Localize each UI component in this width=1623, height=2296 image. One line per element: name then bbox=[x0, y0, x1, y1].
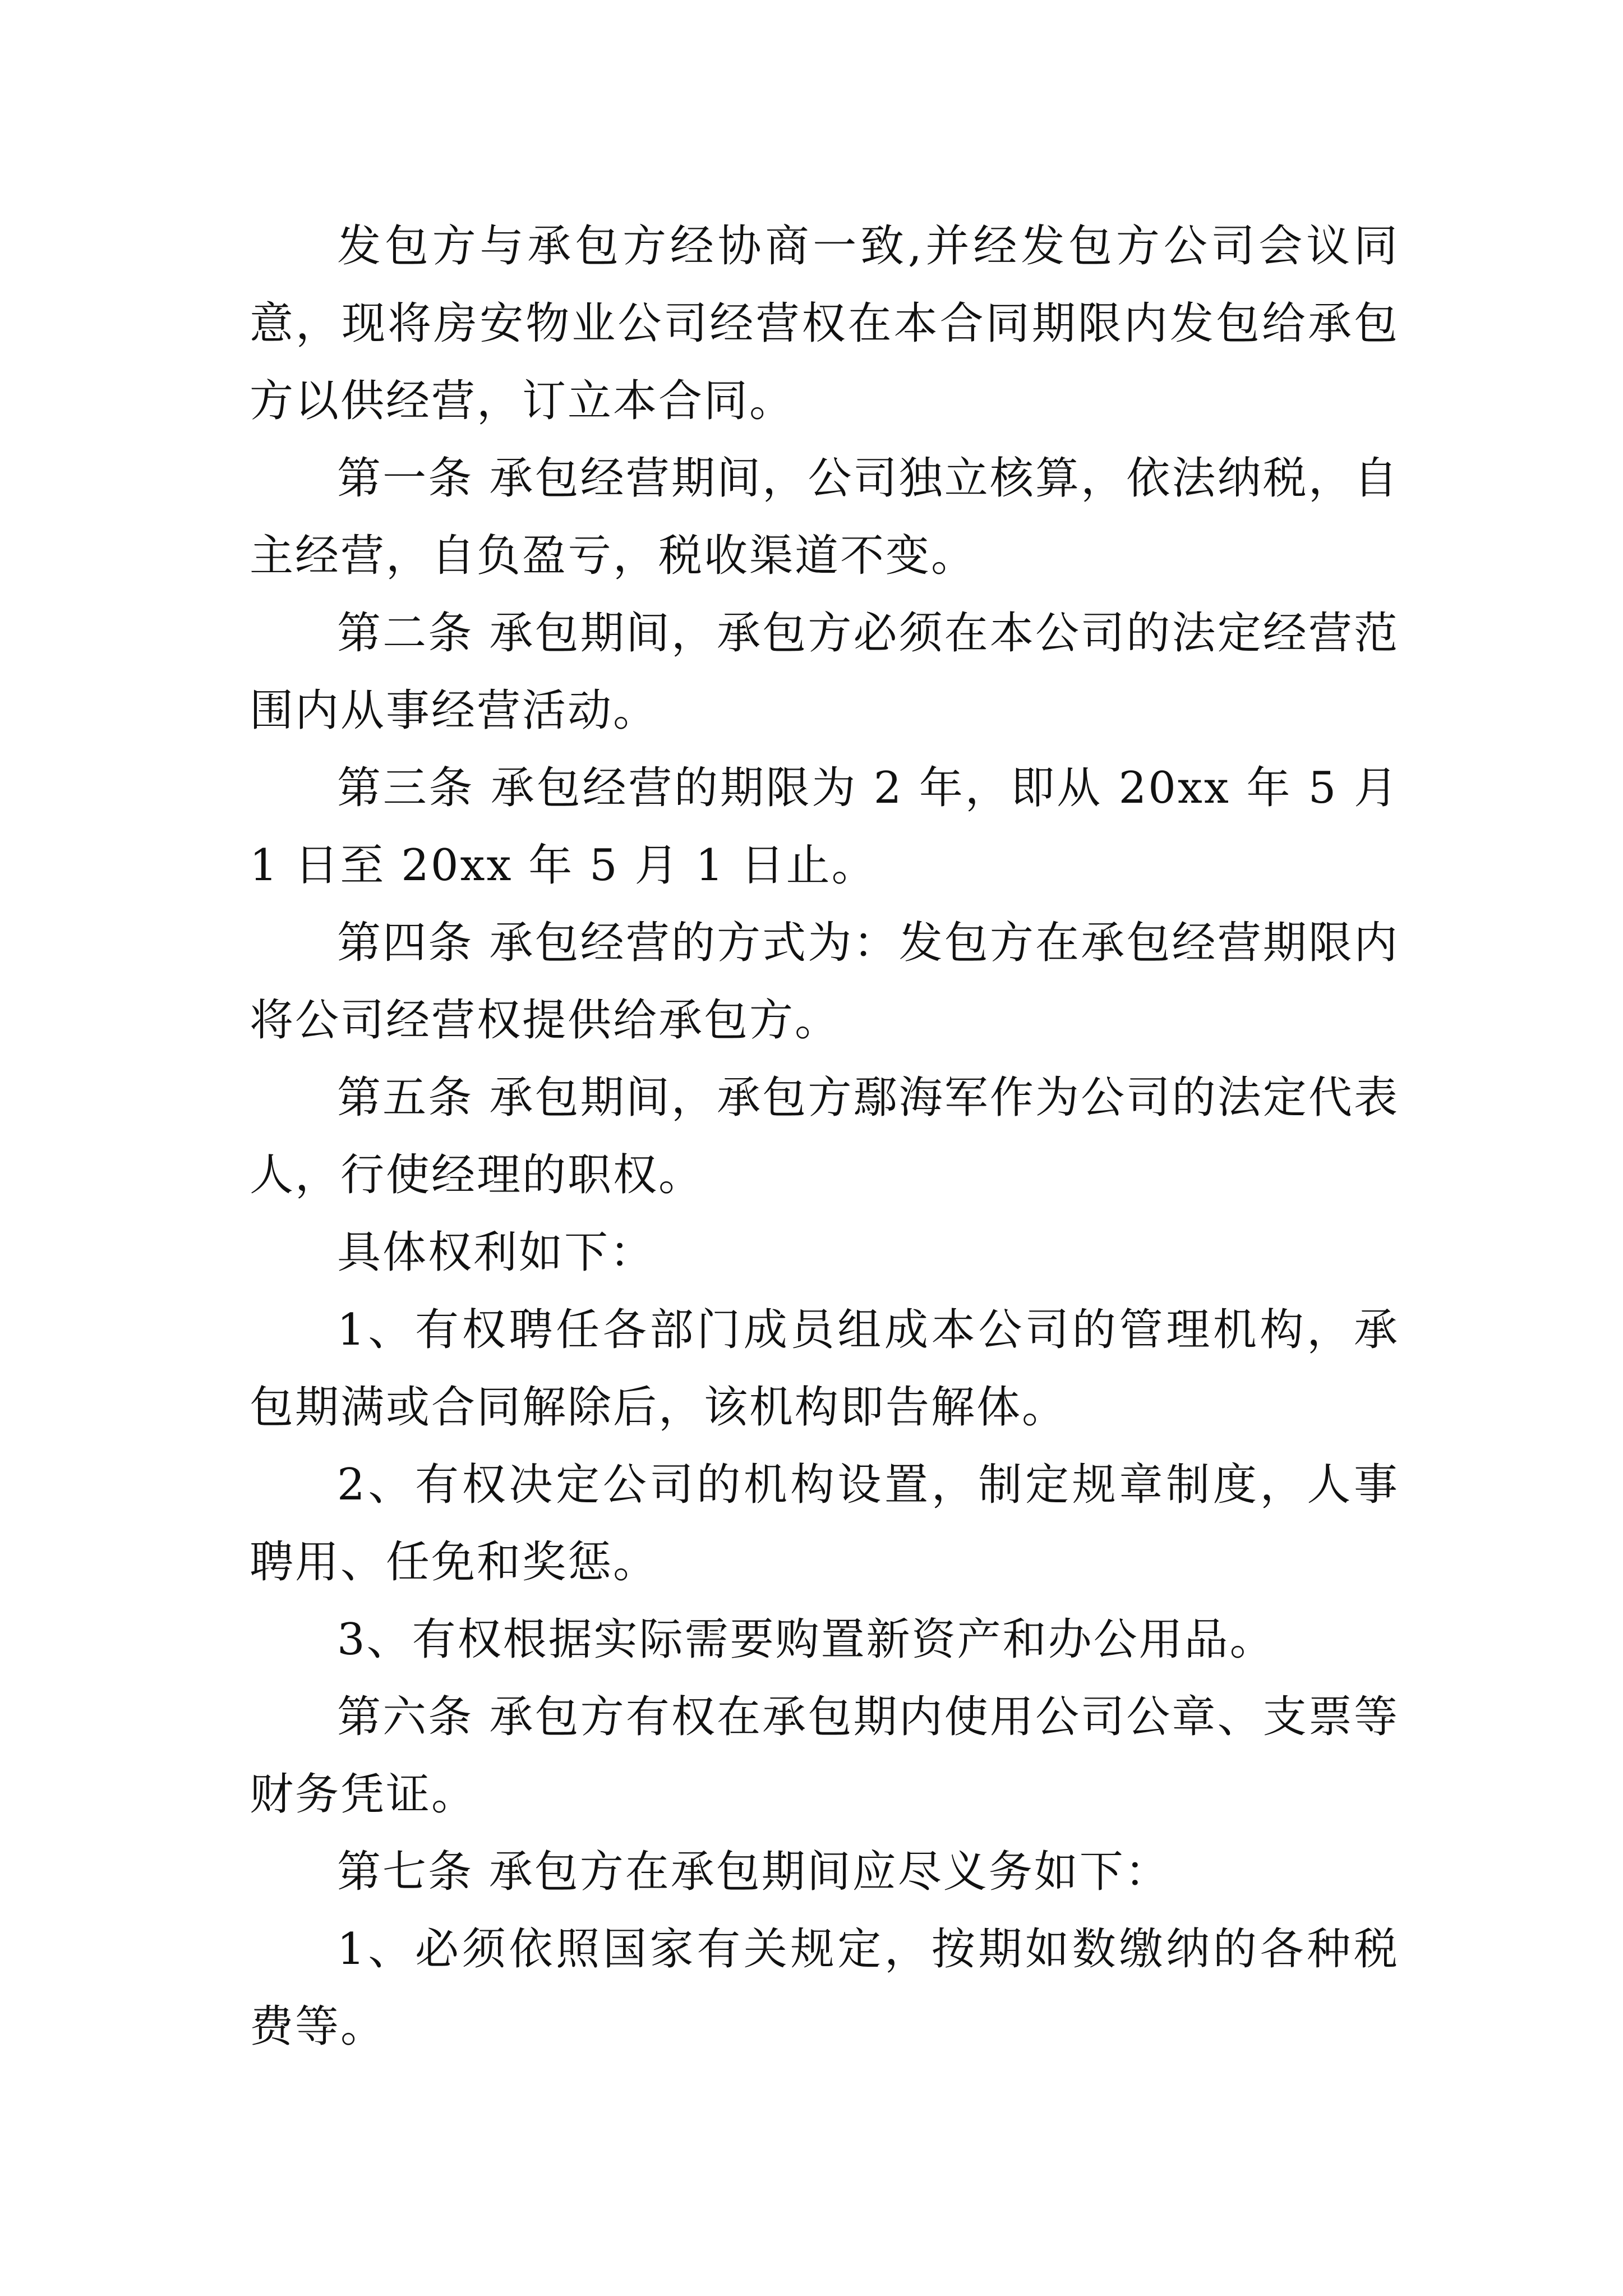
paragraph-article-2: 第二条 承包期间，承包方必须在本公司的法定经营范围内从事经营活动。 bbox=[250, 608, 1399, 736]
document-body bbox=[250, 208, 1399, 2065]
paragraph-intro: 发包方与承包方经协商一致,并经发包方公司会议同意，现将房安物业公司经营权在本合同期限内发包给承包方以供经营，订立本合同。 bbox=[250, 221, 1399, 426]
paragraph-article-5: 第五条 承包期间，承包方鄢海军作为公司的法定代表人，行使经理的职权。 bbox=[250, 1073, 1399, 1200]
paragraph-right-1: 1、有权聘任各部门成员组成本公司的管理机构，承包期满或合同解除后，该机构即告解体。 bbox=[250, 1305, 1399, 1433]
paragraph-article-4: 第四条 承包经营的方式为：发包方在承包经营期限内将公司经营权提供给承包方。 bbox=[250, 918, 1399, 1046]
paragraph-article-1: 第一条 承包经营期间，公司独立核算，依法纳税，自主经营，自负盈亏，税收渠道不变。 bbox=[250, 453, 1399, 581]
paragraph-article-6: 第六条 承包方有权在承包期内使用公司公章、支票等财务凭证。 bbox=[250, 1692, 1399, 1820]
paragraph-article-3: 第三条 承包经营的期限为 2 年，即从 20xx 年 5 月 1 日至 20xx 年 5 月 1 日止。 bbox=[250, 763, 1399, 891]
paragraph-right-3: 3、有权根据实际需要购置新资产和办公用品。 bbox=[337, 1614, 1275, 1665]
paragraph-article-7: 第七条 承包方在承包期间应尽义务如下： bbox=[337, 1847, 1170, 1897]
paragraph-rights-heading: 具体权利如下： bbox=[337, 1227, 656, 1278]
paragraph-duty-1: 1、必须依照国家有关规定，按期如数缴纳的各种税费等。 bbox=[250, 1924, 1399, 2052]
paragraph-right-2: 2、有权决定公司的机构设置，制定规章制度，人事聘用、任免和奖惩。 bbox=[250, 1460, 1399, 1588]
